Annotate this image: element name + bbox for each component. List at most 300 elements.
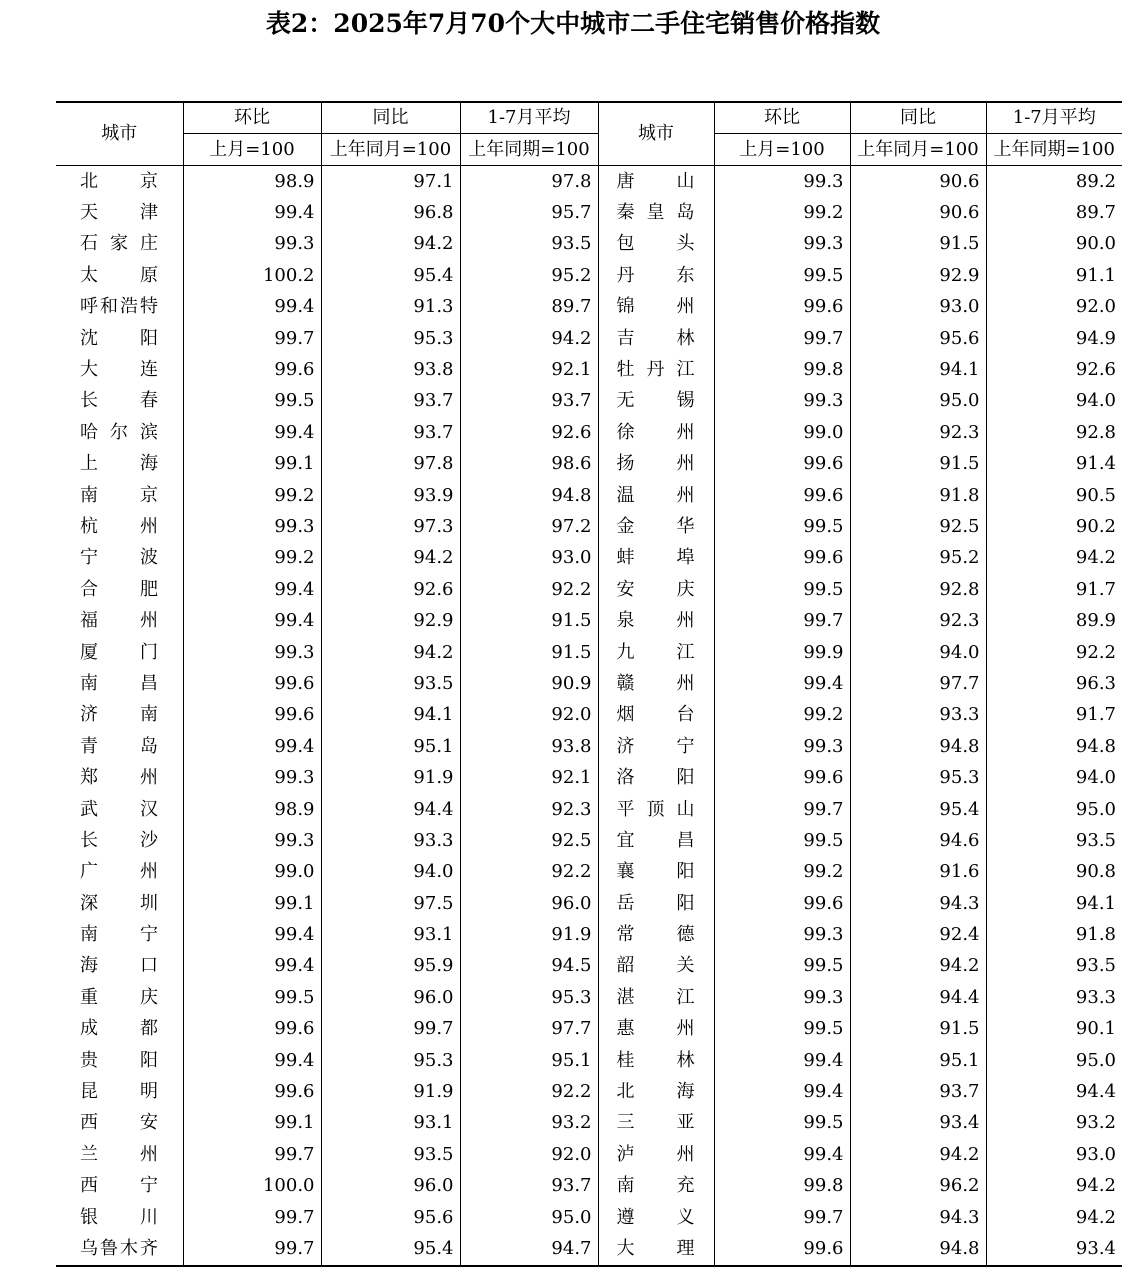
avg-value-left: 94.2 [460, 323, 598, 354]
city-name-left [56, 166, 183, 198]
mom-value-left: 99.2 [183, 543, 321, 574]
city-name-right [598, 1171, 714, 1202]
header-avg-base-left: 上年同期=100 [460, 134, 598, 166]
avg-value-right: 89.2 [986, 166, 1122, 198]
yoy-value-left: 96.8 [321, 197, 460, 228]
city-name-left [56, 1076, 183, 1107]
yoy-value-right: 94.2 [850, 951, 986, 982]
city-name-left [56, 825, 183, 856]
city-name-text: 锦州 [616, 296, 695, 318]
city-name-text: 洛阳 [616, 767, 695, 789]
yoy-value-right: 95.2 [850, 543, 986, 574]
city-name-text: 宁波 [80, 547, 158, 569]
yoy-value-left: 93.9 [321, 480, 460, 511]
mom-value-right: 99.6 [714, 1233, 850, 1265]
city-name-text: 南充 [616, 1175, 695, 1197]
yoy-value-left: 95.3 [321, 323, 460, 354]
avg-value-left: 96.0 [460, 888, 598, 919]
mom-value-right: 99.3 [714, 229, 850, 260]
mom-value-left: 99.4 [183, 1045, 321, 1076]
city-name-text: 重庆 [80, 986, 158, 1008]
yoy-value-left: 97.3 [321, 511, 460, 542]
city-name-left [56, 919, 183, 950]
city-name-text: 武汉 [80, 798, 158, 820]
header-yoy-right: 同比 [850, 102, 986, 134]
city-name-text: 呼和浩特 [80, 296, 158, 318]
mom-value-right: 99.4 [714, 668, 850, 699]
header-yoy-base-right: 上年同月=100 [850, 134, 986, 166]
avg-value-left: 91.5 [460, 605, 598, 636]
avg-value-right: 94.8 [986, 731, 1122, 762]
avg-value-left: 93.2 [460, 1108, 598, 1139]
yoy-value-right: 97.7 [850, 668, 986, 699]
yoy-value-right: 93.3 [850, 700, 986, 731]
city-name-right [598, 637, 714, 668]
city-name-left [56, 762, 183, 793]
yoy-value-left: 93.1 [321, 1108, 460, 1139]
city-name-text: 太原 [80, 264, 158, 286]
table-row [56, 637, 1122, 668]
avg-value-left: 94.8 [460, 480, 598, 511]
yoy-value-right: 92.8 [850, 574, 986, 605]
avg-value-right: 90.1 [986, 1014, 1122, 1045]
city-name-left [56, 260, 183, 291]
city-name-left [56, 229, 183, 260]
city-name-left [56, 511, 183, 542]
avg-value-right: 90.2 [986, 511, 1122, 542]
city-name-text: 石家庄 [80, 233, 158, 255]
mom-value-right: 99.6 [714, 888, 850, 919]
city-name-text: 天津 [80, 202, 158, 224]
yoy-value-right: 92.3 [850, 605, 986, 636]
avg-value-right: 93.0 [986, 1139, 1122, 1170]
city-name-left [56, 668, 183, 699]
city-name-right [598, 323, 714, 354]
yoy-value-left: 94.1 [321, 700, 460, 731]
avg-value-right: 92.0 [986, 292, 1122, 323]
avg-value-left: 92.1 [460, 354, 598, 385]
city-name-left [56, 354, 183, 385]
mom-value-left: 99.5 [183, 982, 321, 1013]
city-name-right [598, 229, 714, 260]
mom-value-right: 99.6 [714, 762, 850, 793]
yoy-value-left: 93.5 [321, 668, 460, 699]
avg-value-left: 91.9 [460, 919, 598, 950]
yoy-value-left: 92.9 [321, 605, 460, 636]
table-body [56, 166, 1122, 1266]
header-avg-left: 1-7月平均 [460, 102, 598, 134]
mom-value-right: 99.3 [714, 166, 850, 198]
city-name-text: 泉州 [616, 610, 695, 632]
avg-value-left: 95.3 [460, 982, 598, 1013]
city-name-left [56, 982, 183, 1013]
avg-value-right: 91.7 [986, 574, 1122, 605]
mom-value-right: 99.5 [714, 951, 850, 982]
mom-value-right: 99.3 [714, 386, 850, 417]
city-name-text: 牡丹江 [616, 359, 695, 381]
mom-value-left: 99.6 [183, 668, 321, 699]
city-name-text: 福州 [80, 610, 158, 632]
header-yoy-left: 同比 [321, 102, 460, 134]
avg-value-right: 95.0 [986, 794, 1122, 825]
city-name-text: 南昌 [80, 672, 158, 694]
yoy-value-left: 95.1 [321, 731, 460, 762]
mom-value-left: 99.3 [183, 762, 321, 793]
city-name-right [598, 449, 714, 480]
table-row [56, 197, 1122, 228]
city-name-right [598, 605, 714, 636]
city-name-text: 南京 [80, 484, 158, 506]
city-name-left [56, 1108, 183, 1139]
city-name-right [598, 1076, 714, 1107]
city-name-text: 北京 [80, 170, 158, 192]
header-mom-base-left: 上月=100 [183, 134, 321, 166]
mom-value-left: 99.7 [183, 1233, 321, 1265]
mom-value-right: 99.3 [714, 731, 850, 762]
yoy-value-left: 96.0 [321, 1171, 460, 1202]
mom-value-right: 99.5 [714, 1014, 850, 1045]
mom-value-left: 100.2 [183, 260, 321, 291]
city-name-right [598, 260, 714, 291]
city-name-left [56, 197, 183, 228]
yoy-value-left: 95.6 [321, 1202, 460, 1233]
city-name-text: 无锡 [616, 390, 695, 412]
city-name-text: 济宁 [616, 735, 695, 757]
city-name-text: 惠州 [616, 1018, 695, 1040]
city-name-text: 厦门 [80, 641, 158, 663]
avg-value-left: 95.7 [460, 197, 598, 228]
yoy-value-left: 93.5 [321, 1139, 460, 1170]
city-name-text: 海口 [80, 955, 158, 977]
yoy-value-right: 95.1 [850, 1045, 986, 1076]
mom-value-right: 99.6 [714, 480, 850, 511]
avg-value-left: 92.5 [460, 825, 598, 856]
city-name-text: 唐山 [616, 170, 695, 192]
avg-value-left: 92.2 [460, 574, 598, 605]
header-city-right: 城市 [598, 102, 714, 166]
city-name-left [56, 480, 183, 511]
mom-value-right: 99.5 [714, 511, 850, 542]
city-name-text: 大连 [80, 359, 158, 381]
city-name-text: 济南 [80, 704, 158, 726]
city-name-right [598, 1108, 714, 1139]
city-name-text: 泸州 [616, 1143, 695, 1165]
table-title: 表2：2025年7月70个大中城市二手住宅销售价格指数 [265, 9, 881, 38]
header-mom-base-right: 上月=100 [714, 134, 850, 166]
avg-value-right: 92.2 [986, 637, 1122, 668]
city-name-right [598, 1233, 714, 1265]
city-name-right [598, 574, 714, 605]
yoy-value-left: 97.1 [321, 166, 460, 198]
mom-value-right: 99.4 [714, 1139, 850, 1170]
city-name-text: 金华 [616, 515, 695, 537]
mom-value-left: 99.4 [183, 197, 321, 228]
mom-value-right: 99.6 [714, 449, 850, 480]
city-name-text: 上海 [80, 453, 158, 475]
yoy-value-right: 91.5 [850, 449, 986, 480]
table-row [56, 951, 1122, 982]
city-name-right [598, 794, 714, 825]
mom-value-right: 99.7 [714, 1202, 850, 1233]
avg-value-right: 93.4 [986, 1233, 1122, 1265]
avg-value-left: 94.5 [460, 951, 598, 982]
yoy-value-right: 94.3 [850, 888, 986, 919]
mom-value-right: 99.8 [714, 1171, 850, 1202]
city-name-left [56, 857, 183, 888]
city-name-text: 宜昌 [616, 829, 695, 851]
city-name-text: 深圳 [80, 892, 158, 914]
avg-value-right: 93.3 [986, 982, 1122, 1013]
avg-value-left: 89.7 [460, 292, 598, 323]
mom-value-right: 99.7 [714, 794, 850, 825]
yoy-value-right: 95.4 [850, 794, 986, 825]
city-name-left [56, 1139, 183, 1170]
avg-value-left: 95.1 [460, 1045, 598, 1076]
mom-value-right: 99.5 [714, 1108, 850, 1139]
city-name-text: 三亚 [616, 1112, 695, 1134]
city-name-text: 岳阳 [616, 892, 695, 914]
yoy-value-left: 93.1 [321, 919, 460, 950]
city-name-right [598, 982, 714, 1013]
city-name-left [56, 731, 183, 762]
yoy-value-right: 94.1 [850, 354, 986, 385]
yoy-value-right: 92.4 [850, 919, 986, 950]
table-row [56, 1139, 1122, 1170]
city-name-text: 成都 [80, 1018, 158, 1040]
avg-value-left: 97.2 [460, 511, 598, 542]
yoy-value-left: 95.4 [321, 1233, 460, 1265]
city-name-text: 大理 [616, 1237, 695, 1259]
mom-value-left: 99.0 [183, 857, 321, 888]
mom-value-right: 99.0 [714, 417, 850, 448]
city-name-text: 九江 [616, 641, 695, 663]
yoy-value-left: 97.5 [321, 888, 460, 919]
city-name-right [598, 1139, 714, 1170]
yoy-value-right: 94.4 [850, 982, 986, 1013]
mom-value-left: 99.6 [183, 1076, 321, 1107]
city-name-right [598, 543, 714, 574]
table-row [56, 825, 1122, 856]
yoy-value-left: 94.0 [321, 857, 460, 888]
mom-value-left: 99.3 [183, 511, 321, 542]
mom-value-right: 99.5 [714, 260, 850, 291]
mom-value-right: 99.3 [714, 919, 850, 950]
avg-value-right: 93.2 [986, 1108, 1122, 1139]
table-row [56, 762, 1122, 793]
yoy-value-left: 91.9 [321, 1076, 460, 1107]
avg-value-right: 91.8 [986, 919, 1122, 950]
avg-value-right: 94.9 [986, 323, 1122, 354]
city-name-text: 青岛 [80, 735, 158, 757]
city-name-right [598, 386, 714, 417]
yoy-value-left: 95.3 [321, 1045, 460, 1076]
city-name-right [598, 1202, 714, 1233]
mom-value-left: 99.1 [183, 449, 321, 480]
city-name-text: 长沙 [80, 829, 158, 851]
city-name-text: 广州 [80, 861, 158, 883]
mom-value-right: 99.2 [714, 857, 850, 888]
city-name-text: 徐州 [616, 421, 695, 443]
avg-value-right: 94.2 [986, 543, 1122, 574]
city-name-text: 秦皇岛 [616, 202, 695, 224]
city-name-text: 蚌埠 [616, 547, 695, 569]
yoy-value-right: 93.7 [850, 1076, 986, 1107]
city-name-right [598, 919, 714, 950]
city-name-text: 昆明 [80, 1081, 158, 1103]
table-row [56, 919, 1122, 950]
table-row [56, 229, 1122, 260]
avg-value-left: 90.9 [460, 668, 598, 699]
header-mom-left: 环比 [183, 102, 321, 134]
table-row [56, 1171, 1122, 1202]
city-name-text: 包头 [616, 233, 695, 255]
yoy-value-right: 94.3 [850, 1202, 986, 1233]
city-name-right [598, 668, 714, 699]
avg-value-right: 89.7 [986, 197, 1122, 228]
city-name-left [56, 543, 183, 574]
yoy-value-right: 91.6 [850, 857, 986, 888]
yoy-value-right: 94.0 [850, 637, 986, 668]
avg-value-right: 91.1 [986, 260, 1122, 291]
mom-value-left: 98.9 [183, 794, 321, 825]
avg-value-left: 92.2 [460, 1076, 598, 1107]
header-row-base [56, 134, 1122, 166]
avg-value-right: 90.8 [986, 857, 1122, 888]
avg-value-left: 95.2 [460, 260, 598, 291]
city-name-text: 桂林 [616, 1049, 695, 1071]
avg-value-right: 89.9 [986, 605, 1122, 636]
mom-value-left: 99.6 [183, 1014, 321, 1045]
yoy-value-right: 95.6 [850, 323, 986, 354]
mom-value-right: 99.9 [714, 637, 850, 668]
yoy-value-left: 94.4 [321, 794, 460, 825]
avg-value-left: 97.8 [460, 166, 598, 198]
city-name-text: 丹东 [616, 264, 695, 286]
avg-value-right: 93.5 [986, 951, 1122, 982]
yoy-value-left: 96.0 [321, 982, 460, 1013]
price-index-table [56, 101, 1122, 1267]
mom-value-left: 99.4 [183, 605, 321, 636]
city-name-right [598, 417, 714, 448]
mom-value-right: 99.3 [714, 982, 850, 1013]
mom-value-left: 99.4 [183, 417, 321, 448]
city-name-text: 兰州 [80, 1143, 158, 1165]
city-name-right [598, 888, 714, 919]
avg-value-left: 92.1 [460, 762, 598, 793]
header-city-left: 城市 [56, 102, 183, 166]
avg-value-left: 93.0 [460, 543, 598, 574]
yoy-value-right: 92.3 [850, 417, 986, 448]
avg-value-left: 94.7 [460, 1233, 598, 1265]
mom-value-right: 99.6 [714, 543, 850, 574]
table-row [56, 794, 1122, 825]
city-name-left [56, 1233, 183, 1265]
city-name-left [56, 1045, 183, 1076]
avg-value-left: 93.5 [460, 229, 598, 260]
yoy-value-left: 93.7 [321, 417, 460, 448]
yoy-value-right: 95.0 [850, 386, 986, 417]
city-name-right [598, 197, 714, 228]
avg-value-right: 90.5 [986, 480, 1122, 511]
mom-value-right: 99.5 [714, 574, 850, 605]
yoy-value-left: 94.2 [321, 543, 460, 574]
city-name-text: 乌鲁木齐 [80, 1237, 158, 1259]
city-name-text: 合肥 [80, 578, 158, 600]
yoy-value-left: 97.8 [321, 449, 460, 480]
yoy-value-right: 93.4 [850, 1108, 986, 1139]
avg-value-left: 93.7 [460, 1171, 598, 1202]
city-name-text: 常德 [616, 924, 695, 946]
header-yoy-base-left: 上年同月=100 [321, 134, 460, 166]
yoy-value-right: 90.6 [850, 166, 986, 198]
mom-value-left: 99.2 [183, 480, 321, 511]
table-row [56, 323, 1122, 354]
table-row [56, 260, 1122, 291]
avg-value-left: 95.0 [460, 1202, 598, 1233]
table-row [56, 574, 1122, 605]
yoy-value-left: 99.7 [321, 1014, 460, 1045]
city-name-text: 扬州 [616, 453, 695, 475]
mom-value-right: 99.7 [714, 323, 850, 354]
table-row [56, 731, 1122, 762]
city-name-left [56, 1171, 183, 1202]
city-name-text: 郑州 [80, 767, 158, 789]
avg-value-left: 97.7 [460, 1014, 598, 1045]
yoy-value-left: 93.3 [321, 825, 460, 856]
city-name-right [598, 511, 714, 542]
mom-value-left: 99.1 [183, 1108, 321, 1139]
mom-value-left: 99.6 [183, 354, 321, 385]
table-row [56, 511, 1122, 542]
city-name-right [598, 480, 714, 511]
city-name-right [598, 825, 714, 856]
table-row [56, 857, 1122, 888]
city-name-left [56, 449, 183, 480]
mom-value-right: 99.2 [714, 700, 850, 731]
avg-value-left: 92.0 [460, 700, 598, 731]
city-name-text: 湛江 [616, 986, 695, 1008]
avg-value-right: 95.0 [986, 1045, 1122, 1076]
table-row [56, 1014, 1122, 1045]
mom-value-left: 99.1 [183, 888, 321, 919]
city-name-left [56, 323, 183, 354]
city-name-right [598, 292, 714, 323]
mom-value-right: 99.2 [714, 197, 850, 228]
city-name-text: 长春 [80, 390, 158, 412]
avg-value-right: 93.5 [986, 825, 1122, 856]
mom-value-right: 99.4 [714, 1076, 850, 1107]
avg-value-left: 93.8 [460, 731, 598, 762]
city-name-text: 襄阳 [616, 861, 695, 883]
avg-value-left: 91.5 [460, 637, 598, 668]
avg-value-left: 92.2 [460, 857, 598, 888]
city-name-text: 西宁 [80, 1175, 158, 1197]
table-row [56, 292, 1122, 323]
mom-value-left: 99.6 [183, 700, 321, 731]
city-name-right [598, 1014, 714, 1045]
yoy-value-left: 91.9 [321, 762, 460, 793]
yoy-value-right: 94.6 [850, 825, 986, 856]
city-name-left [56, 386, 183, 417]
avg-value-right: 92.8 [986, 417, 1122, 448]
mom-value-left: 99.7 [183, 1139, 321, 1170]
yoy-value-left: 95.9 [321, 951, 460, 982]
mom-value-right: 99.8 [714, 354, 850, 385]
yoy-value-right: 94.8 [850, 1233, 986, 1265]
table-row [56, 166, 1122, 198]
avg-value-right: 96.3 [986, 668, 1122, 699]
header-row-top [56, 102, 1122, 134]
